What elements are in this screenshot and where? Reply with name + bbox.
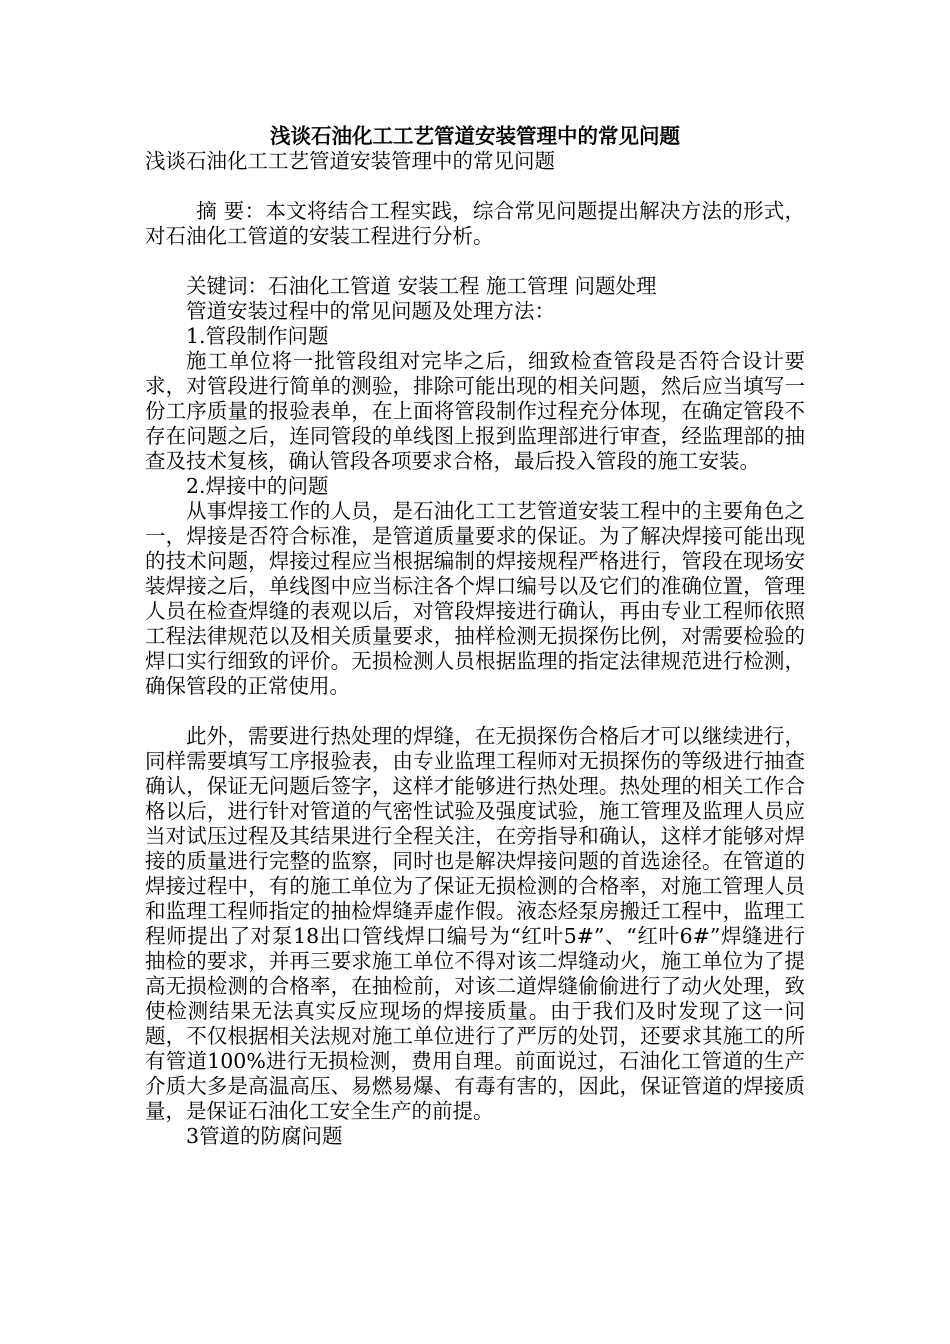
document-title: 浅谈石油化工工艺管道安装管理中的常见问题: [270, 124, 680, 148]
blank-line: [145, 699, 805, 724]
blank-line: [145, 249, 805, 274]
document-subtitle: 浅谈石油化工工艺管道安装管理中的常见问题: [145, 149, 555, 173]
abstract-paragraph: 摘 要：本文将结合工程实践，综合常见问题提出解决方法的形式，对石油化工管道的安装工程进行分析。: [145, 199, 805, 248]
section-2-paragraph-1: 从事焊接工作的人员，是石油化工工艺管道安装工程中的主要角色之一，焊接是否符合标准，是管道质量要求的保证。为了解决焊接可能出现的技术问题，焊接过程应当根据编制的焊接规程严格进行，管段在现场安装焊接之后，单线图中应当标注各个焊口编号以及它们的准确位置，管理人员在检查焊缝的表观以后，对管段焊接进行确认，再由专业工程师依照工程法律规范以及相关质量要求，抽样检测无损探伤比例，对需要检验的焊口实行细致的评价。无损检测人员根据监理的指定法律规范进行检测，确保管段的正常使用。: [145, 499, 805, 698]
section-1-heading: 1.管段制作问题: [186, 324, 329, 348]
section-2-paragraph-2: 此外，需要进行热处理的焊缝，在无损探伤合格后才可以继续进行，同样需要填写工序报验表，由专业监理工程师对无损探伤的等级进行抽查确认，保证无问题后签字，这样才能够进行热处理。热处理的相关工作合格以后，进行针对管道的气密性试验及强度试验，施工管理及监理人员应当对试压过程及其结果进行全程关注，在旁指导和确认，这样才能够对焊接的质量进行完整的监察，同时也是解决焊接问题的首选途径。在管道的焊接过程中，有的施工单位为了保证无损检测的合格率，对施工管理人员和监理工程师指定的抽检焊缝弄虚作假。液态烃泵房搬迁工程中，监理工程师提出了对泵18出口管线焊口编号为“红叶5#”、“红叶6#”焊缝进行抽检的要求，并再三要求施工单位不得对该二焊缝动火，施工单位为了提高无损检测的合格率，在抽检前，对该二道焊缝偷偷进行了动火处理，致使检测结果无法真实反应现场的焊接质量。由于我们及时发现了这一问题，不仅根据相关法规对施工单位进行了严厉的处罚，还要求其施工的所有管道100%进行无损检测，费用自理。前面说过，石油化工管道的生产介质大多是高温高压、易燃易爆、有毒有害的，因此，保证管道的焊接质量，是保证石油化工安全生产的前提。: [145, 724, 805, 1123]
section-1-paragraph: 施工单位将一批管段组对完毕之后，细致检查管段是否符合设计要求，对管段进行简单的测验，排除可能出现的相关问题，然后应当填写一份工序质量的报验表单，在上面将管段制作过程充分体现，在确定管段不存在问题之后，连同管段的单线图上报到监理部进行审查，经监理部的抽查及技术复核，确认管段各项要求合格，最后投入管段的施工安装。: [145, 349, 805, 473]
section-2-heading: 2.焊接中的问题: [186, 474, 329, 498]
keywords-line: 关键词：石油化工管道 安装工程 施工管理 问题处理: [186, 274, 657, 298]
blank-line: [145, 174, 805, 199]
document-body: [145, 124, 805, 1149]
section-3-heading: 3管道的防腐问题: [186, 1124, 343, 1148]
intro-line: 管道安装过程中的常见问题及处理方法：: [186, 299, 555, 323]
